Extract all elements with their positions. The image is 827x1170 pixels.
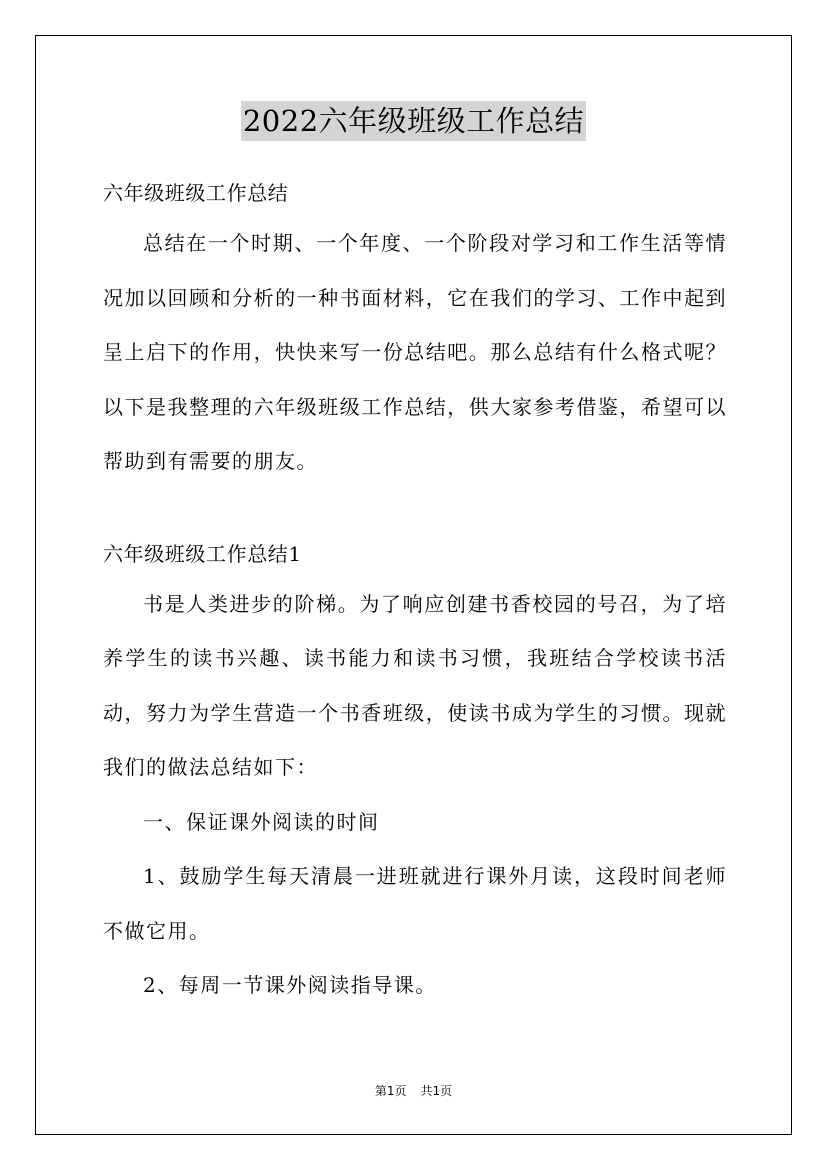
spacer <box>103 489 727 531</box>
section-paragraph: 书是人类进步的阶梯。为了响应创建书香校园的号召，为了培养学生的读书兴趣、读书能力和读书习惯，我班结合学校读书活动，努力为学生营造一个书香班级，使读书成为学生的习惯。现就我们的做法总结如下： <box>103 591 727 779</box>
list-item: 2、每周一节课外阅读指导课。 <box>143 973 437 997</box>
page-footer <box>0 1083 827 1099</box>
document-body <box>103 170 727 1013</box>
point-heading: 一、保证课外阅读的时间 <box>143 809 380 834</box>
intro-paragraph: 总结在一个时期、一个年度、一个阶段对学习和工作生活等情况加以回顾和分析的一种书面材料，它在我们的学习、工作中起到呈上启下的作用，快快来写一份总结吧。那么总结有什么格式呢？以下是我整理的六年级班级工作总结，供大家参考借鉴，希望可以帮助到有需要的朋友。 <box>103 231 727 473</box>
page-total: 共1页 <box>420 1084 453 1098</box>
section-heading: 六年级班级工作总结1 <box>103 541 302 566</box>
intro-heading: 六年级班级工作总结 <box>103 181 289 205</box>
list-item: 1、鼓励学生每天清晨一进班就进行课外月读，这段时间老师不做它用。 <box>103 864 727 943</box>
document-title: 2022六年级班级工作总结 <box>241 101 586 141</box>
title-container <box>0 101 827 141</box>
page-number: 第1页 <box>374 1084 407 1098</box>
